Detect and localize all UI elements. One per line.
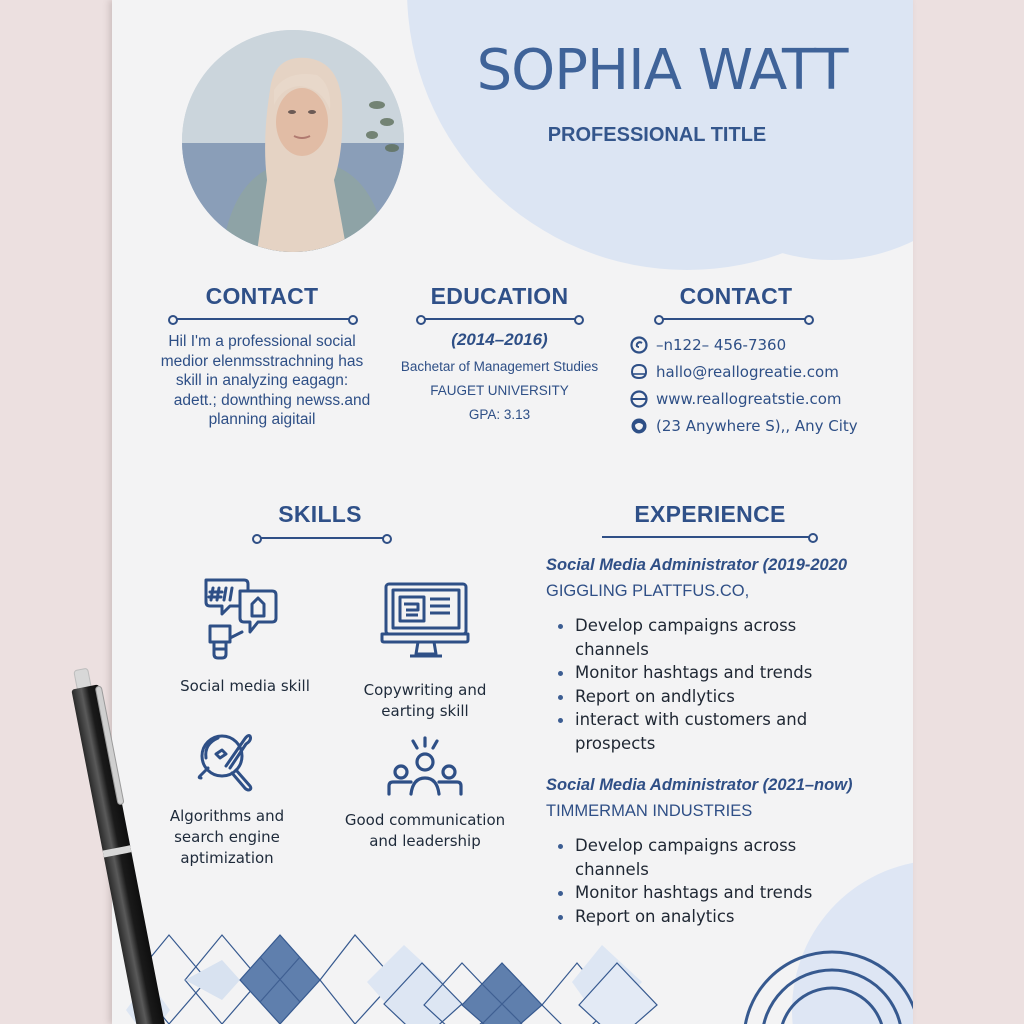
skill-label: Copywriting and [363, 681, 487, 699]
decorative-diamond-pattern [112, 900, 672, 1024]
portrait-illustration [182, 30, 404, 252]
job-bullet: Report on analytics [546, 905, 906, 929]
job-bullet: interact with customers and prospects [546, 708, 906, 755]
job-title: Social Media Administrator (2019-2020 [546, 556, 848, 574]
education-details [382, 330, 617, 431]
professional-title: PROFESSIONAL TITLE [547, 124, 767, 146]
contact-list [630, 331, 900, 439]
contact-email[interactable] [630, 358, 900, 385]
contact-divider [660, 318, 808, 320]
about-divider [174, 318, 352, 320]
about-section-title: CONTACT [205, 283, 319, 309]
email-icon [630, 363, 648, 381]
about-line: planning aigitail [208, 411, 316, 428]
profile-photo [182, 30, 404, 252]
job-bullets [546, 614, 906, 755]
skills-divider [258, 537, 386, 539]
about-line: adett.; downthing newss.and [173, 391, 371, 409]
skills-section-title: SKILLS [278, 501, 362, 527]
job-company: TIMMERMAN INDUSTRIES [546, 802, 753, 820]
job-title: Social Media Administrator (2021–now) [546, 776, 853, 794]
skill-label: Social media skill [180, 677, 310, 695]
job-bullet: Report on andlytics [546, 685, 906, 709]
about-line: skill in analyzing eagagn: [175, 372, 349, 389]
skill-social-media [162, 574, 328, 697]
education-gpa: GPA: 3.13 [468, 407, 531, 422]
education-university: FAUGET UNIVERSITY [430, 383, 569, 398]
education-years: (2014–2016) [451, 330, 548, 349]
web-icon [630, 390, 648, 408]
skill-leadership [322, 734, 528, 852]
search-seo-icon [192, 728, 262, 794]
contact-section-title: CONTACT [679, 283, 793, 309]
job-company: GIGGLING PLATTFUS.CO, [546, 582, 750, 600]
contact-website[interactable] [630, 385, 900, 412]
contact-address[interactable] [630, 412, 900, 439]
job-bullet: Develop campaigns across channels [546, 834, 906, 881]
contact-phone-text: –n122– 456-7360 [656, 335, 787, 354]
education-section-title: EDUCATION [430, 283, 569, 309]
contact-email-text: hallo@reallogreatie.com [656, 362, 839, 381]
skill-label: aptimization [180, 849, 274, 867]
contact-website-text: www.reallogreatstie.com [656, 389, 842, 408]
skill-copywriting [340, 580, 510, 722]
education-divider [422, 318, 578, 320]
about-line: medior elenmsstrachning has [160, 352, 364, 370]
social-media-icon [200, 574, 290, 664]
experience-section-title: EXPERIENCE [634, 501, 786, 527]
job-bullet: Develop campaigns across channels [546, 614, 906, 661]
about-text [142, 332, 382, 430]
job-bullet: Monitor hashtags and trends [546, 881, 906, 905]
skill-label: Good communication [344, 811, 506, 829]
team-leadership-icon [383, 734, 467, 796]
experience-list [546, 554, 906, 928]
contact-phone[interactable] [630, 331, 900, 358]
skill-label: search engine [174, 828, 280, 846]
experience-divider [602, 536, 812, 538]
phone-icon [630, 336, 648, 354]
skill-label: earting skill [381, 702, 469, 720]
resume-page [112, 0, 913, 1024]
computer-monitor-icon [380, 580, 470, 664]
pen-decoration [60, 660, 180, 1024]
contact-address-text: (23 Anywhere S),, Any City [656, 416, 858, 435]
job-bullet: Monitor hashtags and trends [546, 661, 906, 685]
candidate-name: SOPHIA WATT [476, 38, 848, 103]
skill-label: and leadership [369, 832, 481, 850]
decorative-rings [742, 940, 913, 1024]
education-degree: Bachetar of Managemert Studies [400, 359, 599, 374]
job-entry [546, 554, 906, 755]
about-line: Hil I'm a professional social [168, 333, 356, 350]
skill-label: Algorithms and [169, 807, 285, 825]
location-icon [630, 417, 648, 435]
